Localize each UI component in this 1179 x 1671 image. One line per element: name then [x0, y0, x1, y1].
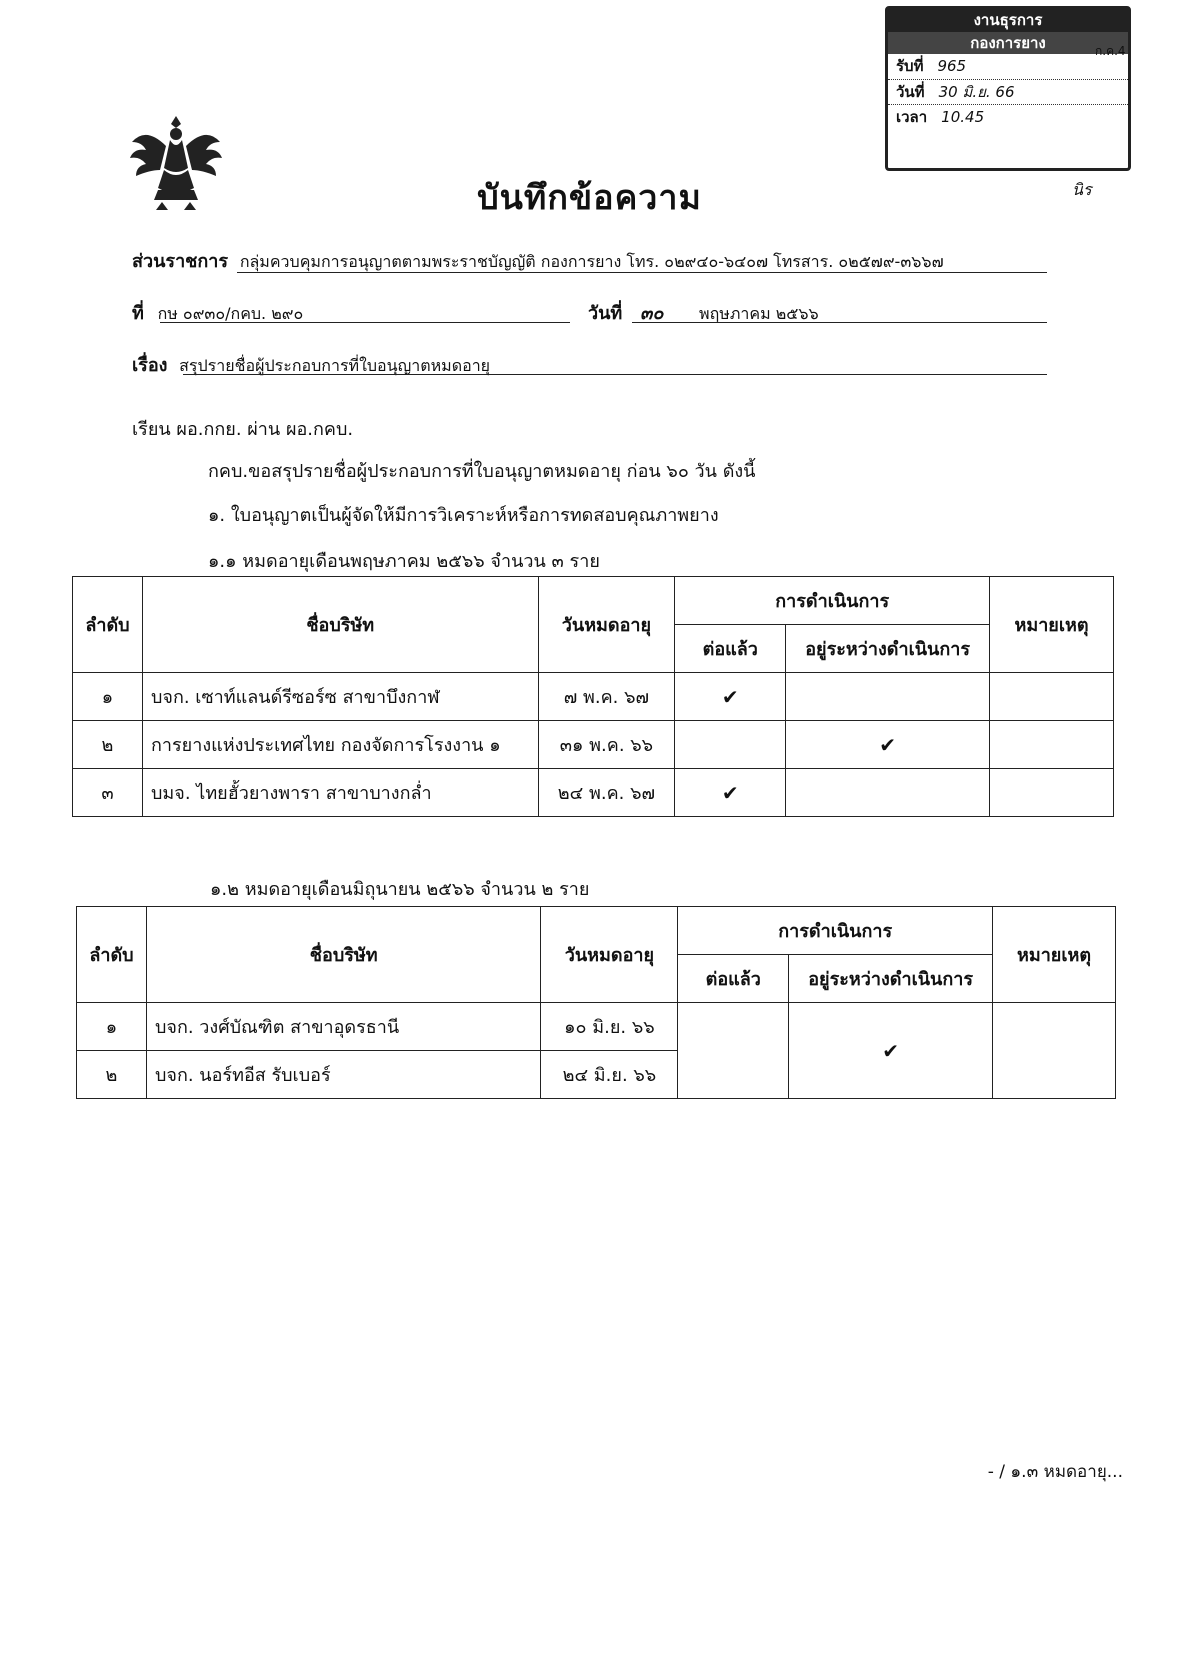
expiry-table-may	[72, 576, 1114, 817]
table-row: ๑ บจก. เซาท์แลนด์รีซอร์ซ สาขาบึงกาฬ ๗ พ.ค. ๖๗ ✔	[73, 673, 1114, 721]
stamp-date-row: วันที่ 30 มิ.ย. 66	[888, 80, 1128, 106]
header-order: ลำดับ	[77, 907, 147, 1003]
header-in-progress: อยู่ระหว่างดำเนินการ	[789, 955, 993, 1003]
check-icon: ✔	[789, 1003, 993, 1099]
reference-value: กษ ๐๙๓๐/กคบ. ๒๙๐	[157, 304, 304, 323]
subject-underline	[183, 374, 1047, 375]
salutation: เรียน ผอ.กกย. ผ่าน ผอ.กคบ.	[132, 419, 354, 440]
header-expiry: วันหมดอายุ	[538, 577, 675, 673]
handwritten-initials: นิร	[1072, 180, 1092, 199]
check-icon: ✔	[675, 769, 786, 817]
header-renewed: ต่อแล้ว	[678, 955, 789, 1003]
header-expiry: วันหมดอายุ	[541, 907, 678, 1003]
header-action: การดำเนินการ	[678, 907, 993, 955]
receipt-stamp	[885, 6, 1131, 171]
table-row: ๒ บจก. นอร์ทอีส รับเบอร์ ๒๔ มิ.ย. ๖๖	[77, 1051, 1116, 1099]
date-month-year: พฤษภาคม ๒๕๖๖	[699, 304, 819, 323]
memo-title: บันทึกข้อความ	[477, 178, 702, 218]
department-label: ส่วนราชการ	[132, 251, 229, 272]
subject-value: สรุปรายชื่อผู้ประกอบการที่ใบอนุญาตหมดอายุ	[179, 356, 491, 375]
date-day: ๓๐	[640, 303, 664, 324]
stamp-office: กองการยาง	[888, 32, 1128, 55]
stamp-side-note: ก.ค.4	[1095, 44, 1126, 58]
subject-label: เรื่อง	[132, 355, 168, 376]
header-company: ชื่อบริษัท	[142, 577, 538, 673]
reference-label: ที่	[132, 303, 144, 324]
department-value: กลุ่มควบคุมการอนุญาตตามพระราชบัญญัติ กองการยาง โทร. ๐๒๙๔๐-๖๔๐๗ โทรสาร. ๐๒๕๗๙-๓๖๖๗	[239, 252, 944, 271]
continuation-note: - / ๑.๓ หมดอายุ...	[987, 1462, 1123, 1482]
table-row: ๑ บจก. วงศ์บัณฑิต สาขาอุดรธานี ๑๐ มิ.ย. ๖๖ ✔	[77, 1003, 1116, 1051]
expiry-table-june	[76, 906, 1116, 1099]
header-action: การดำเนินการ	[675, 577, 990, 625]
header-remark: หมายเหตุ	[993, 907, 1116, 1003]
header-renewed: ต่อแล้ว	[675, 625, 786, 673]
header-order: ลำดับ	[73, 577, 143, 673]
reference-underline	[160, 322, 570, 323]
header-company: ชื่อบริษัท	[146, 907, 541, 1003]
section-1-2-heading: ๑.๒ หมดอายุเดือนมิถุนายน ๒๕๖๖ จำนวน ๒ ราย	[210, 879, 590, 900]
section-1-1-heading: ๑.๑ หมดอายุเดือนพฤษภาคม ๒๕๖๖ จำนวน ๓ ราย	[208, 551, 600, 572]
stamp-header: งานธุรการ	[888, 9, 1128, 32]
check-icon: ✔	[675, 673, 786, 721]
header-in-progress: อยู่ระหว่างดำเนินการ	[786, 625, 990, 673]
check-icon: ✔	[786, 721, 990, 769]
stamp-time-row: เวลา 10.45	[896, 108, 985, 126]
table-row: ๒ การยางแห่งประเทศไทย กองจัดการโรงงาน ๑ ๓๑ พ.ค. ๖๖ ✔	[73, 721, 1114, 769]
department-underline	[237, 272, 1047, 273]
table-row: ๓ บมจ. ไทยฮั้วยางพารา สาขาบางกล่ำ ๒๔ พ.ค. ๖๗ ✔	[73, 769, 1114, 817]
intro-paragraph: กคบ.ขอสรุปรายชื่อผู้ประกอบการที่ใบอนุญาตหมดอายุ ก่อน ๖๐ วัน ดังนี้	[208, 461, 756, 482]
date-underline	[632, 322, 1047, 323]
header-remark: หมายเหตุ	[990, 577, 1114, 673]
department-field	[132, 246, 944, 275]
item-1: ๑. ใบอนุญาตเป็นผู้จัดให้มีการวิเคราะห์หรือการทดสอบคุณภาพยาง	[208, 505, 719, 526]
date-label: วันที่	[588, 303, 623, 324]
stamp-number-row: รับที่ 965	[888, 54, 1128, 80]
